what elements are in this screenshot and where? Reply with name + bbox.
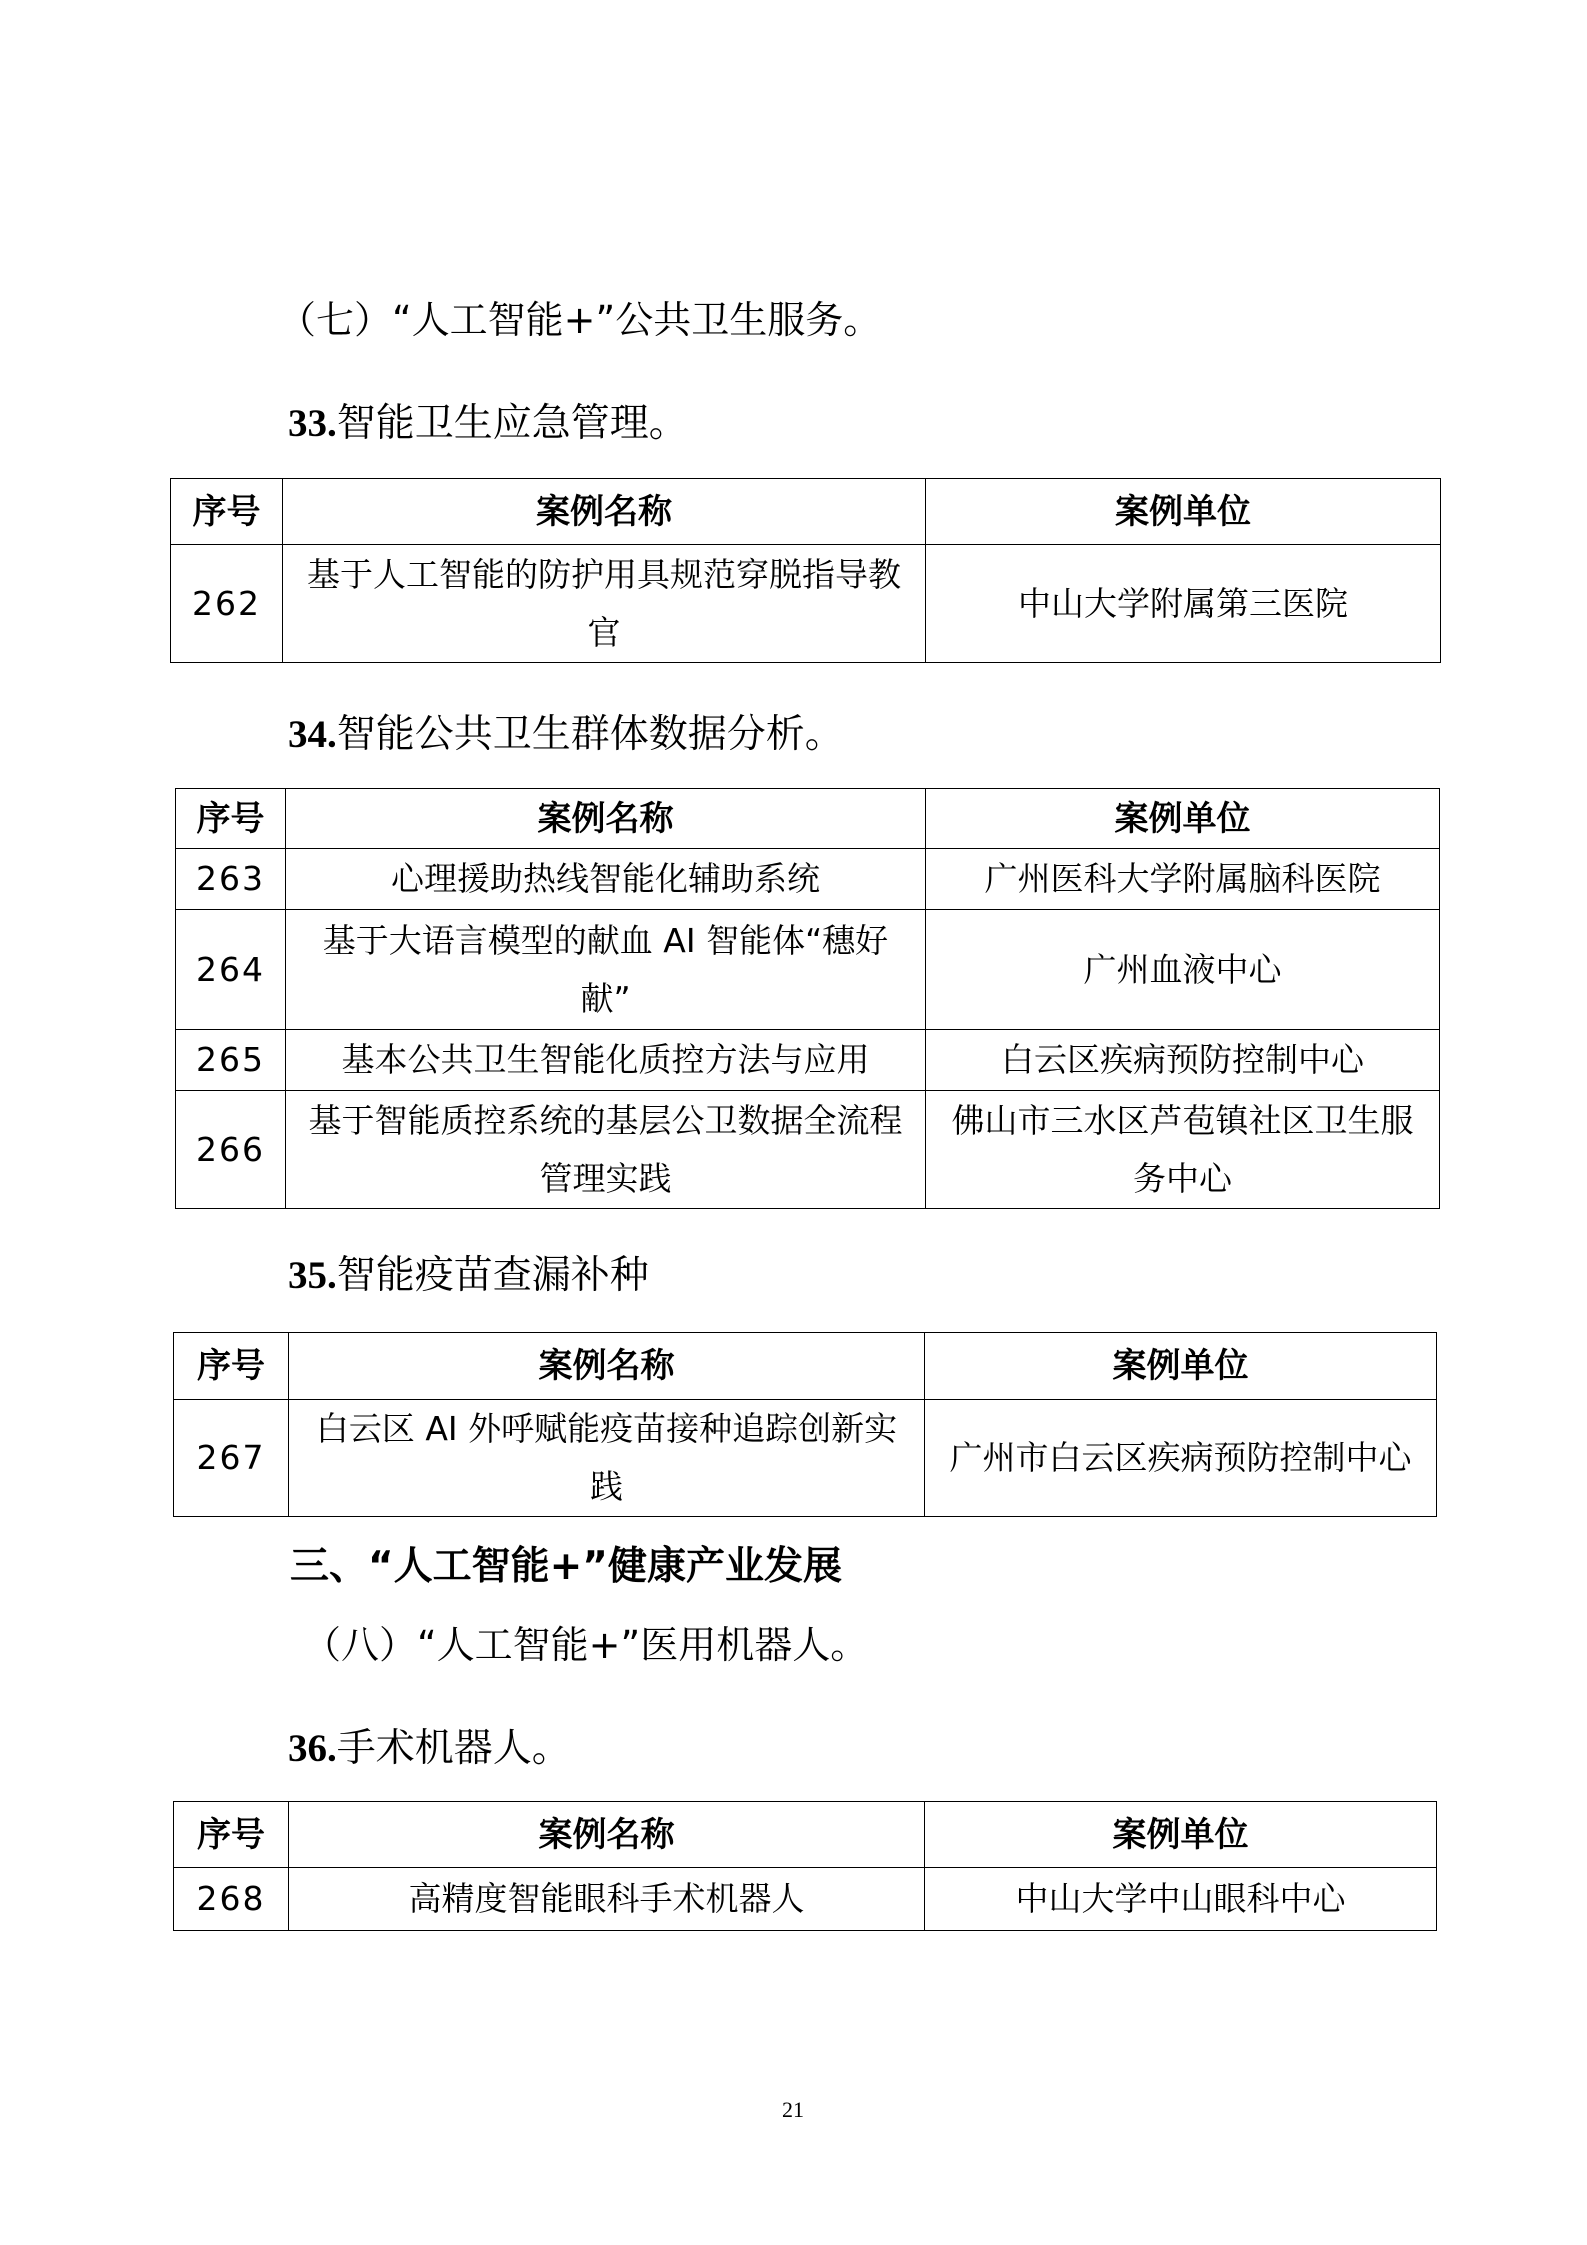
case-unit: 广州市白云区疾病预防控制中心: [925, 1400, 1437, 1517]
item-heading-34: [288, 711, 844, 759]
item-title: 智能公共卫生群体数据分析。: [336, 712, 844, 757]
table-header-row: [174, 1333, 1437, 1400]
case-name: 基于大语言模型的献血 AI 智能体“穗好献”: [286, 910, 926, 1030]
header-name: 案例名称: [283, 479, 926, 545]
case-unit: 中山大学中山眼科中心: [925, 1868, 1437, 1931]
case-table-33: [170, 478, 1441, 663]
header-unit: 案例单位: [925, 1802, 1437, 1868]
page-number: 21: [782, 2097, 804, 2122]
case-unit: 广州血液中心: [926, 910, 1440, 1030]
table-header-row: [176, 789, 1440, 849]
item-title: 手术机器人。: [336, 1726, 571, 1771]
header-no: 序号: [174, 1333, 289, 1400]
case-unit: 佛山市三水区芦苞镇社区卫生服务中心: [926, 1091, 1440, 1209]
case-unit: 中山大学附属第三医院: [926, 545, 1441, 663]
header-name: 案例名称: [289, 1333, 925, 1400]
case-no: 265: [176, 1030, 286, 1091]
case-no: 266: [176, 1091, 286, 1209]
item-number: 35.: [288, 1254, 337, 1297]
item-heading-35: [288, 1252, 649, 1300]
subsection-heading-public-health: （七）“人工智能+”公共卫生服务。: [278, 298, 882, 342]
case-name: 高精度智能眼科手术机器人: [289, 1868, 925, 1931]
header-no: 序号: [174, 1802, 289, 1868]
header-unit: 案例单位: [925, 1333, 1437, 1400]
case-table-35: [173, 1332, 1437, 1517]
item-title: 智能卫生应急管理。: [336, 401, 688, 446]
case-table-36: [173, 1801, 1437, 1931]
header-unit: 案例单位: [926, 789, 1440, 849]
item-number: 33.: [288, 402, 337, 445]
item-number: 36.: [288, 1727, 337, 1770]
item-heading-33: [288, 400, 688, 448]
case-table-34: [175, 788, 1440, 1209]
section-heading-industry: 三、“人工智能+”健康产业发展: [290, 1544, 842, 1589]
header-name: 案例名称: [289, 1802, 925, 1868]
case-no: 262: [171, 545, 283, 663]
case-no: 267: [174, 1400, 289, 1517]
table-header-row: [171, 479, 1441, 545]
case-unit: 白云区疾病预防控制中心: [926, 1030, 1440, 1091]
table-row: [174, 1868, 1437, 1931]
case-name: 基本公共卫生智能化质控方法与应用: [286, 1030, 926, 1091]
case-no: 263: [176, 849, 286, 910]
table-row: [176, 1030, 1440, 1091]
table-row: [171, 545, 1441, 663]
case-no: 264: [176, 910, 286, 1030]
table-row: [176, 849, 1440, 910]
header-no: 序号: [176, 789, 286, 849]
table-row: [176, 910, 1440, 1030]
case-name: 白云区 AI 外呼赋能疫苗接种追踪创新实践: [289, 1400, 925, 1517]
table-row: [174, 1400, 1437, 1517]
case-name: 基于人工智能的防护用具规范穿脱指导教官: [283, 545, 926, 663]
case-name: 心理援助热线智能化辅助系统: [286, 849, 926, 910]
case-no: 268: [174, 1868, 289, 1931]
table-row: [176, 1091, 1440, 1209]
item-number: 34.: [288, 713, 337, 756]
subsection-heading-robots: （八）“人工智能+”医用机器人。: [303, 1623, 869, 1667]
item-heading-36: [288, 1725, 571, 1773]
header-name: 案例名称: [286, 789, 926, 849]
header-unit: 案例单位: [926, 479, 1441, 545]
case-name: 基于智能质控系统的基层公卫数据全流程管理实践: [286, 1091, 926, 1209]
case-unit: 广州医科大学附属脑科医院: [926, 849, 1440, 910]
table-header-row: [174, 1802, 1437, 1868]
item-title: 智能疫苗查漏补种: [336, 1253, 649, 1298]
header-no: 序号: [171, 479, 283, 545]
